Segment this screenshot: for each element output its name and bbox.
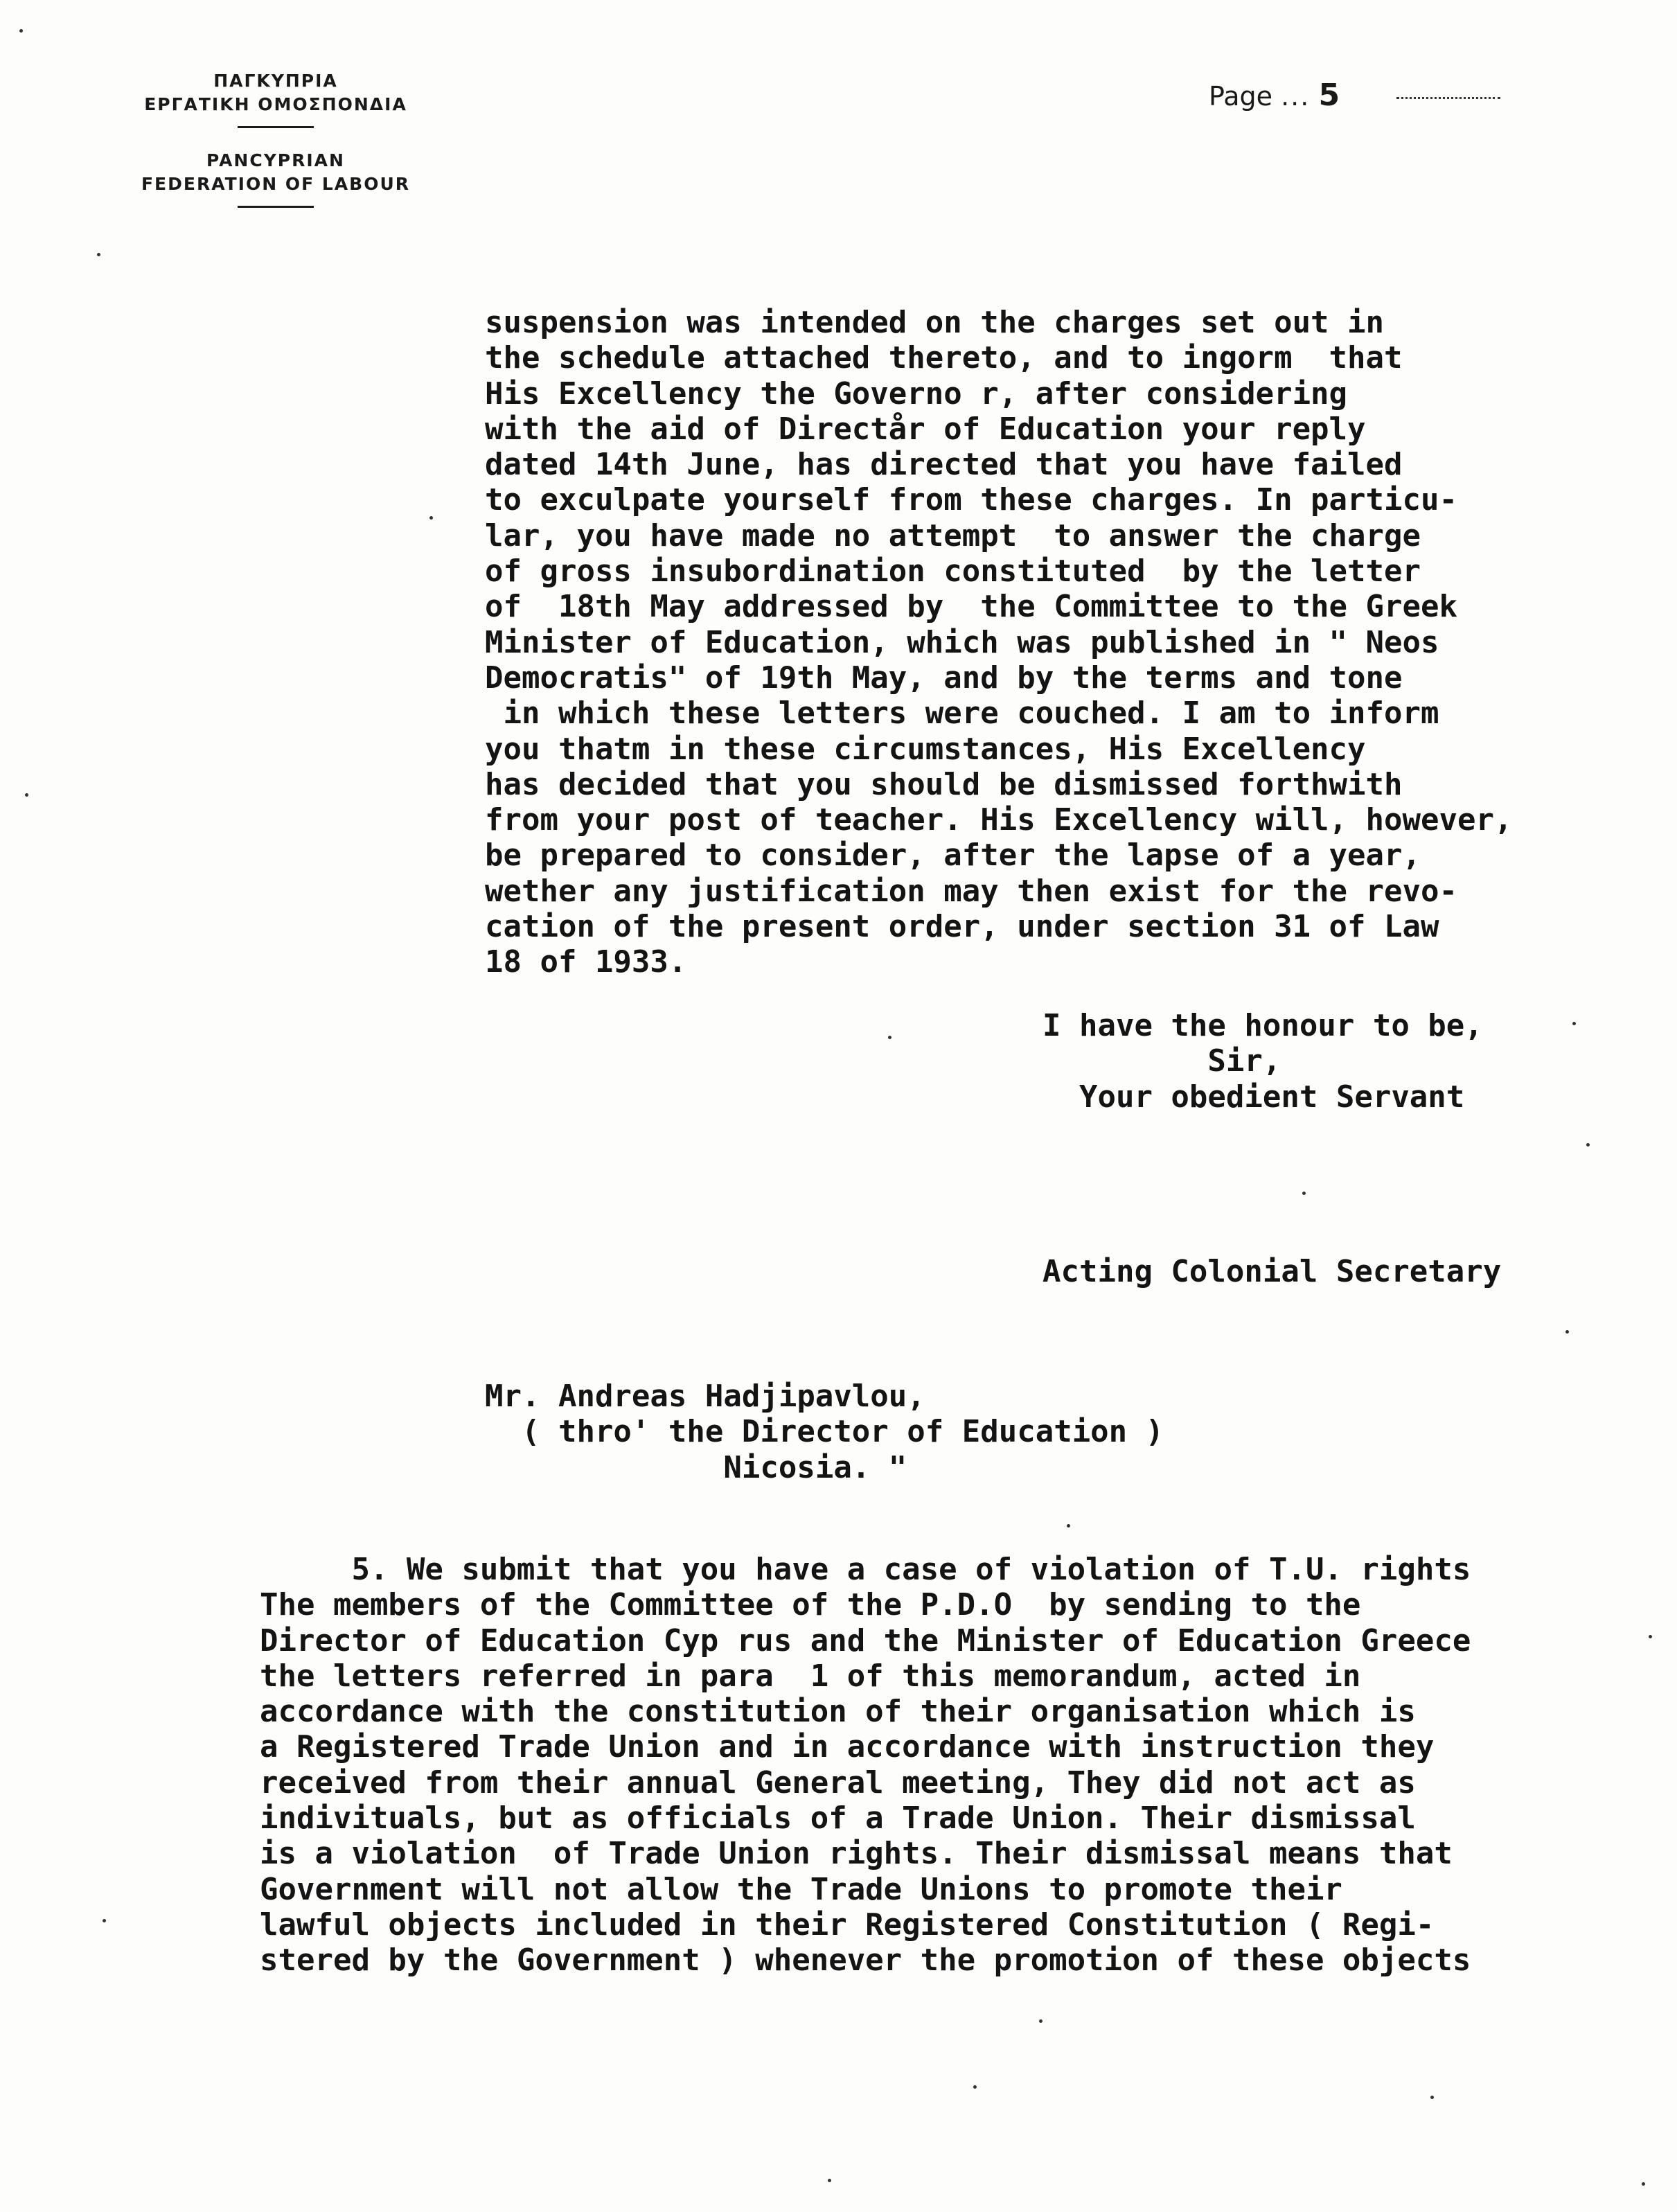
- scan-speck: [1572, 1022, 1576, 1025]
- letter-line: dated 14th June, has directed that you have failed: [485, 447, 1403, 483]
- letter-line: cation of the present order, under section 31 of Law: [485, 909, 1439, 945]
- paragraph-line: stered by the Government ) whenever the promotion of these objects: [260, 1943, 1471, 1979]
- page-trailing-dots: [1396, 97, 1500, 99]
- scan-speck: [1067, 1524, 1070, 1528]
- letter-line: be prepared to consider, after the lapse of a year,: [485, 838, 1421, 874]
- closing-line: Your obedient Servant: [1042, 1079, 1465, 1115]
- scan-speck: [828, 2179, 831, 2182]
- scan-speck: [429, 516, 433, 520]
- scan-speck: [1039, 2019, 1042, 2023]
- addressee-line: Mr. Andreas Hadjipavlou,: [485, 1379, 925, 1414]
- scan-speck: [1586, 1143, 1590, 1147]
- addressee-line: ( thro' the Director of Education ): [485, 1414, 1164, 1450]
- scan-speck: [1642, 2182, 1645, 2186]
- paragraph-line: lawful objects included in their Registered Constitution ( Regi-: [260, 1906, 1435, 1943]
- addressee-line: Nicosia. ": [485, 1449, 907, 1485]
- page-label: Page: [1209, 81, 1272, 112]
- letter-body: [485, 305, 1512, 980]
- letterhead-divider: [238, 126, 314, 128]
- paragraph-line: accordance with the constitution of their organisation which is: [260, 1694, 1416, 1730]
- letter-closing: [1042, 1008, 1483, 1115]
- scan-speck: [888, 1036, 891, 1039]
- scan-speck: [1430, 2096, 1434, 2099]
- paragraph-line: Director of Education Cyp rus and the Minister of Education Greece: [260, 1622, 1471, 1658]
- letter-line: of 18th May addressed by the Committee to the Greek: [485, 589, 1457, 625]
- paragraph-line: 5. We submit that you have a case of violation of T.U. rights: [260, 1552, 1471, 1587]
- letter-line: from your post of teacher. His Excellency will, however,: [485, 802, 1513, 838]
- letterhead-greek-line-2: ΕΡΓΑΤΙΚΗ ΟΜΟΣΠΟΝΔΙΑ: [144, 94, 407, 114]
- letter-line: wether any justification may then exist for the revo-: [485, 873, 1457, 909]
- letter-line: Minister of Education, which was published in " Neos: [485, 624, 1439, 660]
- scan-speck: [97, 253, 100, 256]
- letter-line: the schedule attached thereto, and to ingorm that: [485, 340, 1403, 376]
- letter-line: has decided that you should be dismissed forthwith: [485, 766, 1403, 802]
- paragraph-5: [260, 1552, 1471, 1979]
- letterhead: [82, 69, 470, 208]
- scan-speck: [1565, 1330, 1569, 1334]
- letter-line: Democratis" of 19th May, and by the terms and tone: [485, 660, 1403, 696]
- letter-line: His Excellency the Governo r, after considering: [485, 375, 1348, 412]
- letterhead-english-line-2: FEDERATION OF LABOUR: [141, 174, 411, 194]
- letterhead-greek-line-1: ΠΑΓΚΥΠΡΙΑ: [213, 71, 338, 91]
- letter-line: lar, you have made no attempt to answer the charge: [485, 517, 1421, 554]
- scan-speck: [1649, 1635, 1652, 1638]
- paragraph-line: indivituals, but as officials of a Trade Union. Their dismissal: [260, 1800, 1416, 1837]
- paragraph-line: is a violation of Trade Union rights. Their dismissal means that: [260, 1836, 1453, 1872]
- letter-line: of gross insubordination constituted by the letter: [485, 554, 1421, 590]
- paragraph-line: the letters referred in para 1 of this memorandum, acted in: [260, 1658, 1361, 1694]
- scan-speck: [1302, 1192, 1306, 1195]
- closing-line: I have the honour to be,: [1042, 1008, 1483, 1043]
- letterhead-english-line-1: PANCYPRIAN: [206, 150, 345, 170]
- letter-line: to exculpate yourself from these charges. In particu-: [485, 482, 1457, 518]
- letter-line: you thatm in these circumstances, His Excellency: [485, 731, 1366, 767]
- paragraph-line: The members of the Committee of the P.D.O by sending to the: [260, 1587, 1361, 1623]
- page-number: [1209, 78, 1500, 113]
- paragraph-line: a Registered Trade Union and in accordance with instruction they: [260, 1729, 1435, 1765]
- letter-line: in which these letters were couched. I am to inform: [485, 696, 1439, 732]
- letter-line: suspension was intended on the charges set out in: [485, 305, 1385, 340]
- page-dots: ...: [1281, 81, 1311, 112]
- paragraph-line: received from their annual General meeting, They did not act as: [260, 1764, 1416, 1800]
- scan-speck: [19, 29, 23, 33]
- closing-line: Sir,: [1042, 1043, 1281, 1079]
- page-number-value: 5: [1318, 78, 1340, 113]
- paragraph-line: Government will not allow the Trade Unions to promote their: [260, 1871, 1342, 1907]
- letter-line: 18 of 1933.: [485, 944, 687, 980]
- scan-speck: [103, 1919, 106, 1922]
- letter-signer: Acting Colonial Secretary: [1042, 1254, 1502, 1289]
- letter-addressee: [485, 1379, 1164, 1485]
- scan-speck: [973, 2085, 977, 2089]
- scan-speck: [25, 793, 28, 797]
- letterhead-divider-bottom: [238, 206, 314, 208]
- letter-line: with the aid of Directår of Education your reply: [485, 411, 1366, 447]
